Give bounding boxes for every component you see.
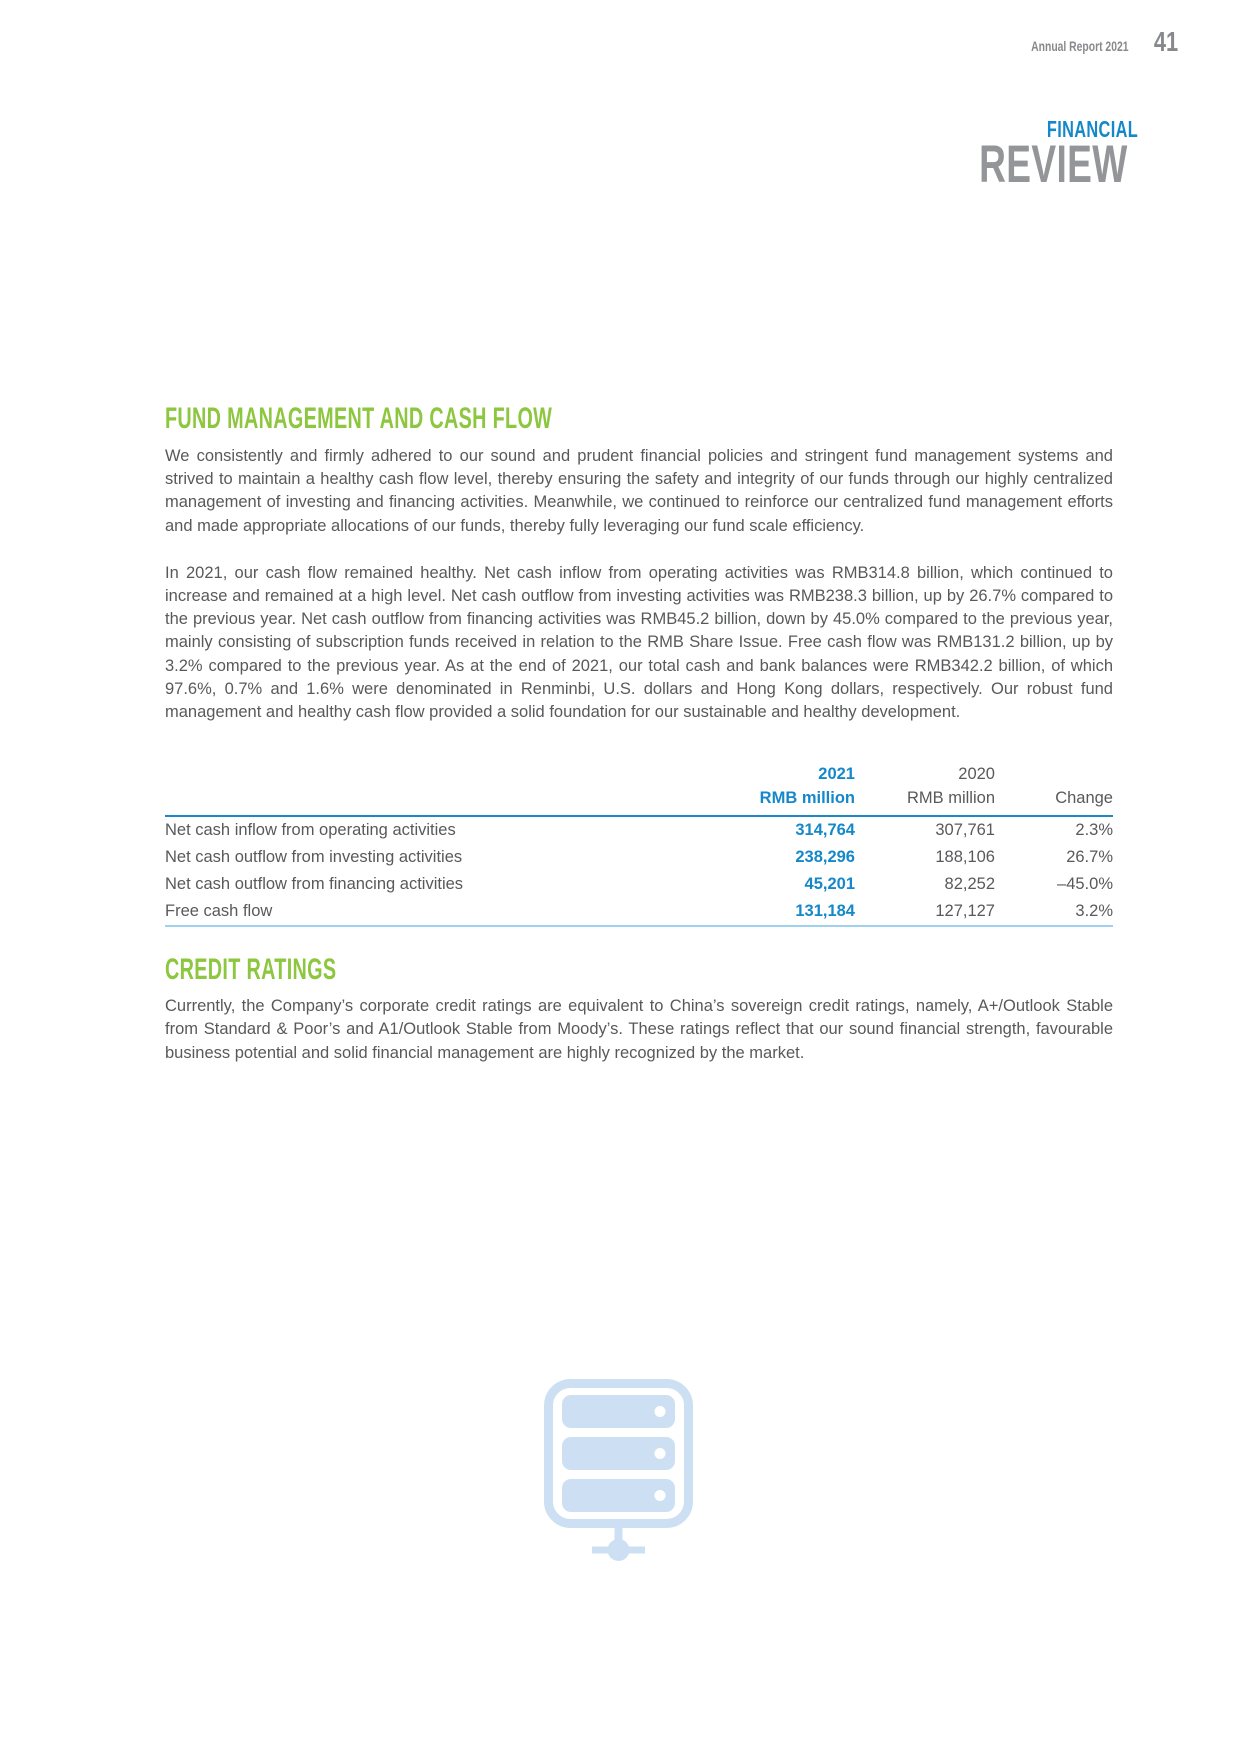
row-label: Free cash flow bbox=[165, 902, 273, 921]
column-year-2020: 2020 bbox=[958, 765, 995, 784]
section-heading-credit-ratings: CREDIT RATINGS bbox=[165, 953, 337, 987]
value-2020: 82,252 bbox=[944, 875, 995, 894]
value-2020: 127,127 bbox=[935, 902, 995, 921]
cash-flow-table-header bbox=[165, 762, 1113, 817]
column-header-2020 bbox=[855, 762, 995, 810]
table-row bbox=[165, 898, 1113, 925]
column-year-2021: 2021 bbox=[818, 765, 855, 784]
table-row bbox=[165, 844, 1113, 871]
value-2021: 131,184 bbox=[795, 902, 855, 921]
row-label: Net cash inflow from operating activities bbox=[165, 821, 456, 840]
value-change: –45.0% bbox=[1057, 875, 1113, 894]
logo-word-financial: FINANCIAL bbox=[1046, 116, 1138, 142]
server-network-icon-graphic bbox=[543, 1378, 695, 1570]
value-2021: 45,201 bbox=[804, 875, 855, 894]
row-label: Net cash outflow from investing activities bbox=[165, 848, 463, 867]
cash-flow-table-body bbox=[165, 817, 1113, 927]
column-header-2021 bbox=[694, 762, 855, 810]
report-title: Annual Report 2021 bbox=[1031, 38, 1129, 54]
table-row bbox=[165, 817, 1113, 844]
value-2021: 238,296 bbox=[795, 848, 855, 867]
fund-management-paragraph-2: In 2021, our cash flow remained healthy. Net cash inflow from operating activities was RMB314.8 billion, which continued to increase and remained at a high level. Net cash outflow from investing activities was RMB238.3 billion, up by 26.7% compared to the previous year. Net cash outflow from financing activities was RMB45.2 billion, down by 45.0% compared to the previous year, mainly consisting of subscription funds received in relation to the RMB Share Issue. Free cash flow was RMB131.2 billion, up by 3.2% compared to the previous year. As at the end of 2021, our total cash and bank balances were RMB342.2 billion, of which 97.6%, 0.7% and 1.6% were denominated in Renminbi, U.S. dollars and Hong Kong dollars, respectively. Our robust fund management and healthy cash flow provided a solid foundation for our sustainable and healthy development. bbox=[165, 563, 1113, 722]
column-header-change bbox=[995, 786, 1113, 810]
table-row bbox=[165, 871, 1113, 898]
value-change: 2.3% bbox=[1075, 821, 1113, 840]
cash-flow-table bbox=[165, 762, 1113, 927]
row-label: Net cash outflow from financing activities bbox=[165, 875, 464, 894]
value-change: 3.2% bbox=[1075, 902, 1113, 921]
value-2020: 307,761 bbox=[935, 821, 995, 840]
value-2020: 188,106 bbox=[935, 848, 995, 867]
column-unit-2020: RMB million bbox=[906, 789, 995, 808]
fund-management-paragraph-1: We consistently and firmly adhered to our sound and prudent financial policies and stringent fund management systems and strived to maintain a healthy cash flow level, thereby ensuring the safety and integrity of our funds through our highly centralized management of investing and financing activities. Meanwhile, we continued to reinforce our centralized fund management efforts and made appropriate allocations of our funds, thereby fully leveraging our fund scale efficiency. bbox=[165, 447, 1113, 535]
main-content bbox=[165, 0, 1113, 1065]
value-change: 26.7% bbox=[1066, 848, 1113, 867]
value-2021: 314,764 bbox=[795, 821, 855, 840]
credit-ratings-paragraph: Currently, the Company’s corporate credit ratings are equivalent to China’s sovereign credit ratings, namely, A+/Outlook Stable from Standard & Poor’s and A1/Outlook Stable from Moody’s. These ratings reflect that our sound financial strength, favourable business potential and solid financial management are highly recognized by the market. bbox=[165, 997, 1113, 1062]
logo-word-review: REVIEW bbox=[979, 135, 1128, 194]
page-number: 41 bbox=[1153, 26, 1178, 57]
section-heading-fund-management: FUND MANAGEMENT AND CASH FLOW bbox=[165, 402, 553, 435]
column-unit-2021: RMB million bbox=[759, 789, 855, 808]
column-label-change: Change bbox=[1055, 789, 1113, 808]
server-network-icon bbox=[543, 1378, 695, 1570]
